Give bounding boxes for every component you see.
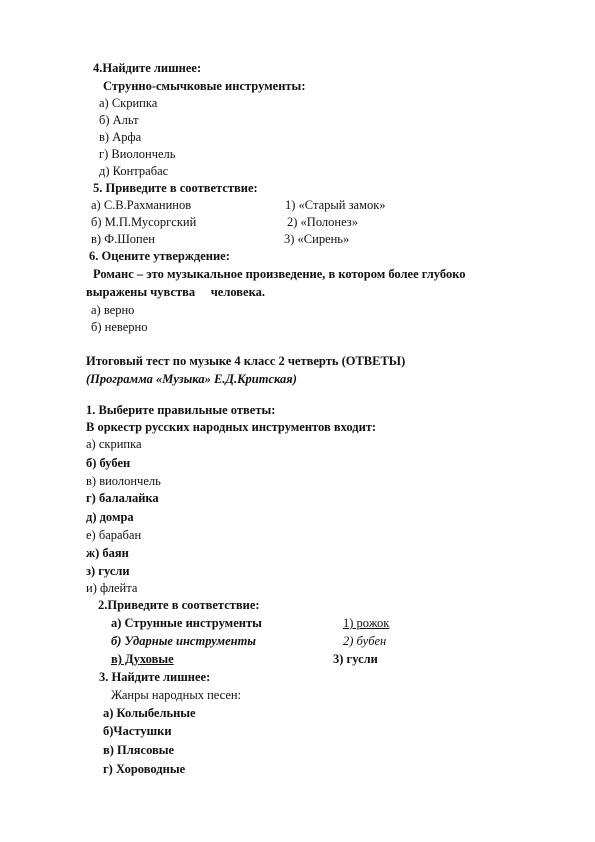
a1-heading: 1. Выберите правильные ответы: [86,403,276,417]
a1-option-correct: г) балалайка [86,491,159,505]
q6-option: а) верно [91,303,135,317]
a2-left-item: б) Ударные инструменты [111,634,256,648]
q4-option: б) Альт [99,113,139,127]
q5-left-item: б) М.П.Мусоргский [91,215,197,229]
a3-option: в) Плясовые [103,743,175,757]
a1-option: в) виолончель [86,474,161,488]
a1-option-correct: д) домра [86,510,134,524]
q4-option: г) Виолончель [99,147,176,161]
a3-heading: 3. Найдите лишнее: [99,670,211,684]
q5-right-item: 2) «Полонез» [287,215,358,229]
q5-left-item: в) Ф.Шопен [91,232,155,246]
q6-statement-line2: выражены чувства человека. [86,285,265,299]
q4-option: в) Арфа [99,130,142,144]
q5-right-item: 1) «Старый замок» [285,198,386,212]
a3-subheading: Жанры народных песен: [111,688,242,702]
a2-right-item: 2) бубен [343,634,387,648]
answers-title: Итоговый тест по музыке 4 класс 2 четверть (ОТВЕТЫ) [86,354,406,368]
q6-option: б) неверно [91,320,148,334]
q4-option: д) Контрабас [99,164,169,178]
a2-heading: 2.Приведите в соответствие: [98,598,260,612]
q5-right-item: 3) «Сирень» [284,232,350,246]
answers-subtitle: (Программа «Музыка» Е.Д.Критская) [86,372,297,386]
a3-option: а) Колыбельные [103,706,196,720]
a2-right-item: 1) рожок [343,616,390,630]
a1-option: а) скрипка [86,437,142,451]
a1-option-correct: ж) баян [86,546,129,560]
a3-option: б)Частушки [103,724,172,738]
a1-option-correct: б) бубен [86,456,131,470]
a3-option: г) Хороводные [103,762,186,776]
q5-heading: 5. Приведите в соответствие: [93,181,258,195]
a1-option: е) барабан [86,528,142,542]
q6-statement-line1: Романс – это музыкальное произведение, в котором более глубоко [93,267,466,281]
a1-option-correct: з) гусли [86,564,130,578]
a2-left-item: а) Струнные инструменты [111,616,262,630]
q4-option: а) Скрипка [99,96,158,110]
q6-heading: 6. Оцените утверждение: [89,249,230,263]
q4-subheading: Струнно-смычковые инструменты: [103,79,306,93]
a2-left-item: в) Духовые [111,652,174,666]
a1-subheading: В оркестр русских народных инструментов входит: [86,420,377,434]
a1-option: и) флейта [86,581,138,595]
q5-left-item: а) С.В.Рахманинов [91,198,192,212]
q4-heading: 4.Найдите лишнее: [93,61,202,75]
a2-right-item: 3) гусли [333,652,378,666]
